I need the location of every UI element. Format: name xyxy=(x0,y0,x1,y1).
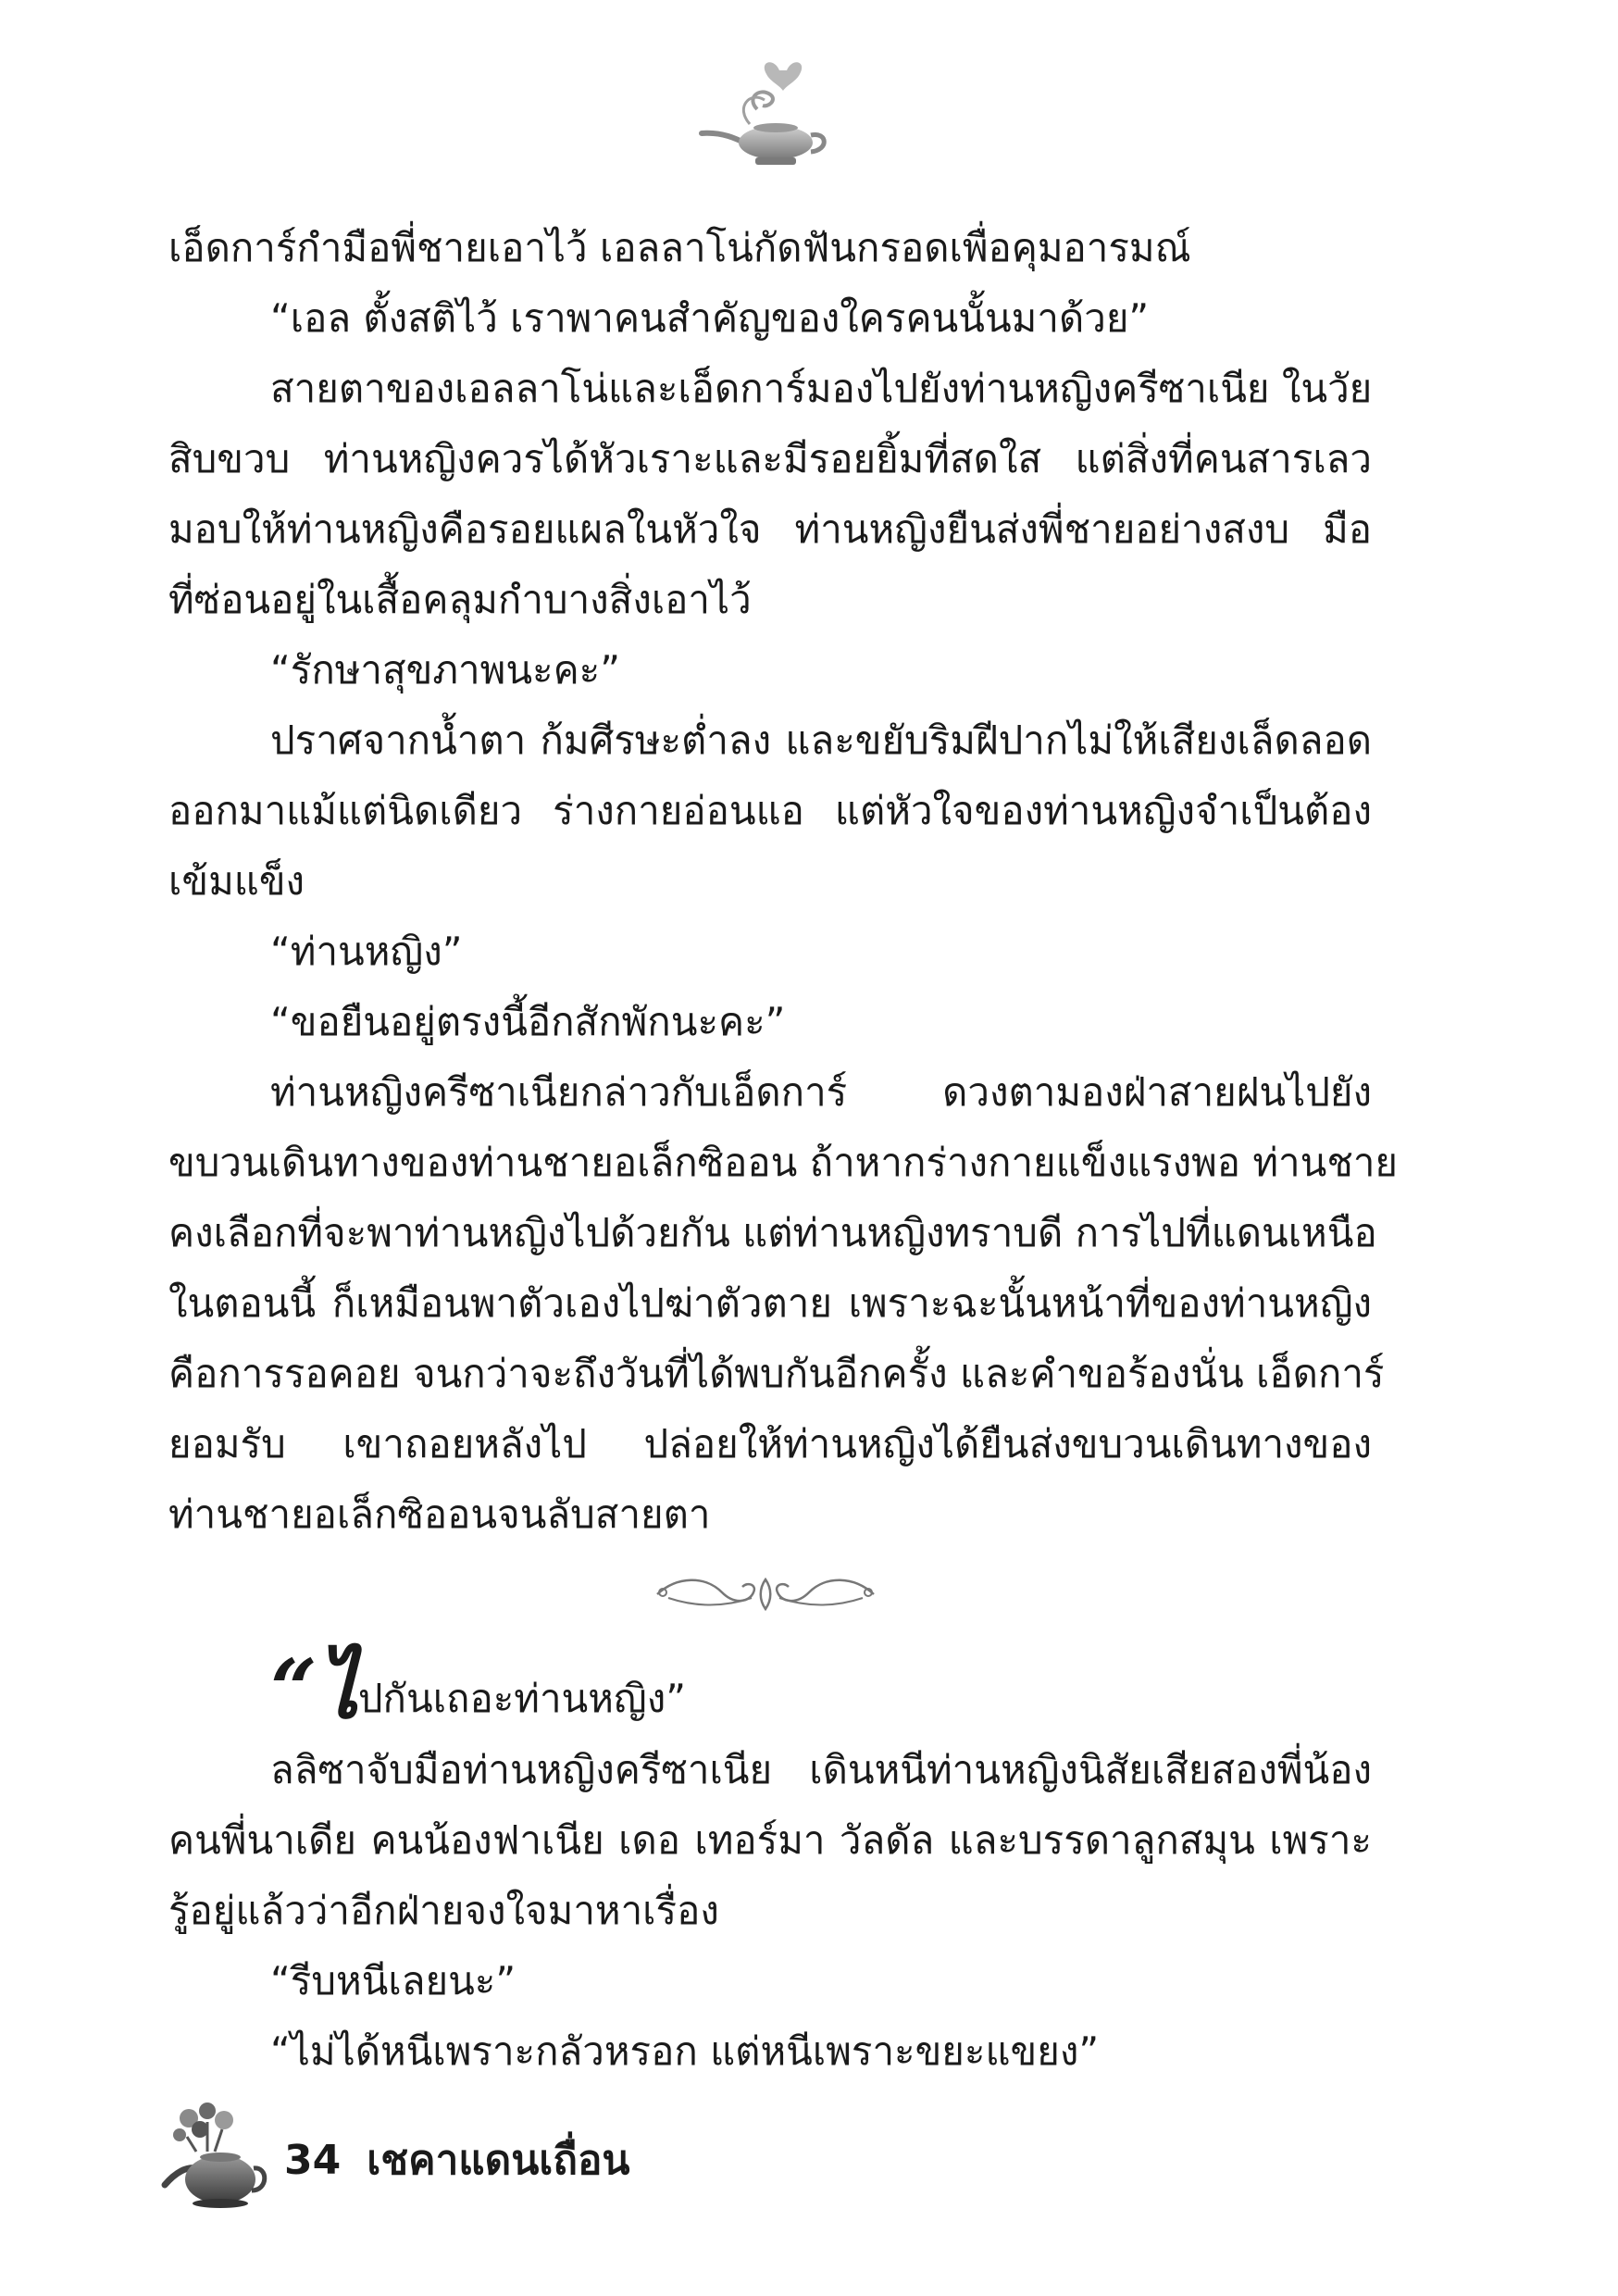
text-line: ออกมาแม้แต่นิดเดียว ร่างกายอ่อนแอ แต่หัวใจของท่านหญิงจำเป็นต้อง xyxy=(168,788,1372,833)
text-line: “ขอยืนอยู่ตรงนี้อีกสักพักนะคะ” xyxy=(270,999,786,1044)
text-line: มอบให้ท่านหญิงคือรอยแผลในหัวใจ ท่านหญิงยืนส่งพี่ชายอย่างสงบ มือ xyxy=(168,506,1372,552)
dropcap-letter: ไ xyxy=(317,1641,358,1737)
text-line: “รักษาสุขภาพนะคะ” xyxy=(270,647,620,693)
paragraph-block-two xyxy=(168,1735,1372,2087)
text-line: ท่านชายอเล็กซิออนจนลับสายตา xyxy=(168,1491,711,1537)
teapot-ornament-icon xyxy=(694,54,833,174)
text-line: เข้มแข็ง xyxy=(168,858,305,904)
text-line: คนพี่นาเดีย คนน้องฟาเนีย เดอ เทอร์มา วัลดัล และบรรดาลูกสมุน เพราะ xyxy=(168,1817,1372,1863)
text-line: สิบขวบ ท่านหญิงควรได้หัวเราะและมีรอยยิ้มที่สดใส แต่สิ่งที่คนสารเลว xyxy=(168,436,1372,481)
text-line: คือการรอคอย จนกว่าจะถึงวันที่ได้พบกันอีกครั้ง และคำขอร้องนั่น เอ็ดการ์ xyxy=(168,1351,1385,1396)
text-line: ปราศจากน้ำตา ก้มศีรษะต่ำลง และขยับริมฝีปากไม่ให้เสียงเล็ดลอด xyxy=(270,718,1372,763)
text-line: “รีบหนีเลยนะ” xyxy=(270,1958,517,2003)
text-line: ยอมรับ เขาถอยหลังไป ปล่อยให้ท่านหญิงได้ยืนส่งขบวนเดินทางของ xyxy=(168,1421,1372,1466)
text-line: ในตอนนี้ ก็เหมือนพาตัวเองไปฆ่าตัวตาย เพราะฉะนั้นหน้าที่ของท่านหญิง xyxy=(168,1280,1372,1326)
flower-teapot-icon xyxy=(159,2100,270,2211)
text-line: ที่ซ่อนอยู่ในเสื้อคลุมกำบางสิ่งเอาไว้ xyxy=(168,577,752,622)
paragraph-block-one xyxy=(168,213,1399,1550)
text-line: เอ็ดการ์กำมือพี่ชายเอาไว้ เอลลาโน่กัดฟันกรอดเพื่อคุมอารมณ์ xyxy=(168,225,1191,270)
flourish-divider-icon xyxy=(650,1570,881,1616)
text-line: ท่านหญิงครีซาเนียกล่าวกับเอ็ดการ์ ดวงตามองฝ่าสายฝนไปยัง xyxy=(270,1069,1372,1115)
text-line: ลลิซาจับมือท่านหญิงครีซาเนีย เดินหนีท่านหญิงนิสัยเสียสองพี่น้อง xyxy=(270,1747,1372,1792)
text-line: คงเลือกที่จะพาท่านหญิงไปด้วยกัน แต่ท่านหญิงทราบดี การไปที่แดนเหนือ xyxy=(168,1210,1377,1255)
text-line: ขบวนเดินทางของท่านชายอเล็กซิออน ถ้าหากร่างกายแข็งแรงพอ ท่านชาย xyxy=(168,1140,1399,1185)
footer-label xyxy=(284,2135,629,2187)
page-number: 34 xyxy=(284,2137,342,2184)
body-text xyxy=(168,213,1399,2087)
text-line: “เอล ตั้งสติไว้ เราพาคนสำคัญของใครคนนั้นมาด้วย” xyxy=(270,295,1150,341)
text-line: รู้อยู่แล้วว่าอีกฝ่ายจงใจมาหาเรื่อง xyxy=(168,1888,719,1933)
book-title: เชคาแดนเถื่อน xyxy=(367,2137,630,2184)
text-line: “ไม่ได้หนีเพราะกลัวหรอก แต่หนีเพราะขยะแขยง” xyxy=(270,2028,1100,2074)
section-opening-line xyxy=(168,1642,1372,1735)
dropcap-quote: “ xyxy=(270,1641,317,1737)
text-line: “ท่านหญิง” xyxy=(270,929,463,974)
section-divider xyxy=(168,1550,1372,1642)
page-footer xyxy=(159,2100,807,2211)
opening-line-text: ปกันเถอะท่านหญิง” xyxy=(357,1676,686,1721)
text-line: สายตาของเอลลาโน่และเอ็ดการ์มองไปยังท่านหญิงครีซาเนีย ในวัย xyxy=(270,366,1373,411)
